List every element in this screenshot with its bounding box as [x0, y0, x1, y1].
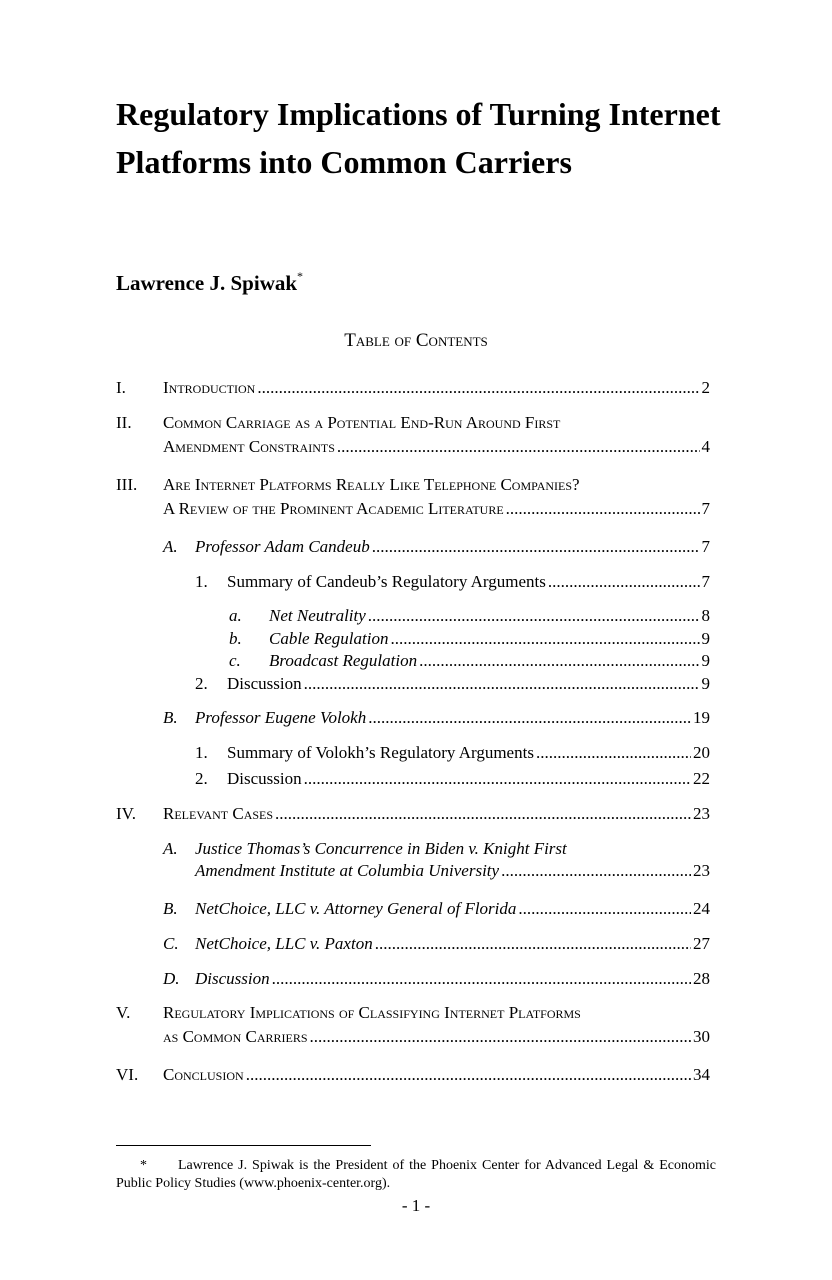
footnote-separator: [116, 1145, 371, 1146]
toc-leader: [390, 629, 699, 649]
toc-entry-internet-platforms[interactable]: [116, 475, 710, 519]
toc-number: VI.: [116, 1065, 139, 1084]
toc-entry-volokh-summary[interactable]: [195, 743, 710, 763]
toc-text: Introduction: [163, 378, 256, 397]
toc-text-line1: Are Internet Platforms Really Like Telephone Companies?: [163, 475, 580, 494]
toc-leader: [304, 674, 700, 694]
toc-leader: [275, 804, 691, 824]
toc-leader: [536, 743, 691, 763]
toc-number: 2.: [195, 769, 208, 788]
toc-entry-cable-regulation[interactable]: [229, 629, 710, 649]
toc-entry-netchoice-paxton[interactable]: [163, 934, 710, 954]
toc-entry-volokh[interactable]: [163, 708, 710, 728]
toc-entry-net-neutrality[interactable]: [229, 606, 710, 626]
toc-number: III.: [116, 475, 138, 494]
toc-text: NetChoice, LLC v. Attorney General of Florida: [195, 899, 517, 918]
toc-text: Conclusion: [163, 1065, 244, 1084]
toc-text: Summary of Volokh’s Regulatory Arguments: [227, 743, 534, 762]
toc-number: 1.: [195, 743, 208, 762]
toc-text: Cable Regulation: [269, 629, 389, 648]
toc-number: D.: [163, 969, 180, 988]
toc-leader: [368, 606, 700, 626]
toc-number: 2.: [195, 674, 208, 693]
toc-number: V.: [116, 1003, 131, 1022]
toc-text: Broadcast Regulation: [269, 651, 418, 670]
toc-leader: [518, 899, 691, 919]
toc-entry-relevant-cases[interactable]: [116, 804, 710, 824]
author-line: [116, 262, 303, 297]
toc-leader: [419, 651, 699, 671]
toc-page: 9: [701, 651, 710, 670]
toc-leader: [304, 769, 691, 789]
toc-page: 9: [701, 629, 710, 648]
toc-heading: Table of Contents: [344, 330, 488, 351]
toc-leader: [501, 861, 691, 881]
toc-page: 4: [701, 437, 710, 456]
toc-leader: [372, 537, 700, 557]
toc-text-line2: A Review of the Prominent Academic Literature: [163, 499, 504, 518]
toc-entry-regulatory-implications[interactable]: [116, 1003, 710, 1047]
toc-entry-candeub-summary[interactable]: [195, 572, 710, 592]
toc-page: 28: [693, 969, 710, 988]
toc-leader: [506, 499, 700, 519]
toc-text-line2: as Common Carriers: [163, 1027, 308, 1046]
footnote-marker: *: [140, 1158, 147, 1173]
toc-entry-common-carriage[interactable]: [116, 413, 710, 457]
toc-text: Professor Adam Candeub: [195, 537, 370, 556]
toc-leader: [548, 572, 700, 592]
toc-entry-broadcast-regulation[interactable]: [229, 651, 710, 671]
toc-leader: [337, 437, 700, 457]
paper-title: Regulatory Implications of Turning Internet Platforms into Common Carriers: [116, 96, 721, 180]
toc-number: C.: [163, 934, 179, 953]
toc-text-line1: Regulatory Implications of Classifying Internet Platforms: [163, 1003, 581, 1022]
toc-entry-volokh-discussion[interactable]: [195, 769, 710, 789]
toc-page: 23: [693, 861, 710, 880]
toc-text: Professor Eugene Volokh: [195, 708, 367, 727]
toc-page: 24: [693, 899, 710, 918]
toc-text: Summary of Candeub’s Regulatory Arguments: [227, 572, 546, 591]
toc-page: 9: [701, 674, 710, 693]
toc-text: Discussion: [195, 969, 270, 988]
toc-text: Relevant Cases: [163, 804, 274, 823]
toc-text: Net Neutrality: [269, 606, 366, 625]
toc-entry-netchoice-florida[interactable]: [163, 899, 710, 919]
toc-page: 19: [693, 708, 710, 727]
toc-leader: [272, 969, 691, 989]
toc-number: IV.: [116, 804, 136, 823]
toc-text-line1: Common Carriage as a Potential End-Run Around First: [163, 413, 561, 432]
toc-number: I.: [116, 378, 126, 397]
toc-entry-conclusion[interactable]: [116, 1065, 710, 1085]
toc-leader: [257, 378, 699, 398]
toc-page: 22: [693, 769, 710, 788]
toc-page: 27: [693, 934, 710, 953]
toc-page: 30: [693, 1027, 710, 1046]
toc-number: B.: [163, 708, 178, 727]
toc-number: 1.: [195, 572, 208, 591]
toc-text-line2: Amendment Institute at Columbia University: [195, 861, 500, 880]
toc-number: b.: [229, 629, 242, 648]
author-name: Lawrence J. Spiwak: [116, 271, 298, 295]
toc-entry-justice-thomas[interactable]: [163, 839, 710, 881]
toc-leader: [310, 1027, 691, 1047]
toc-number: c.: [229, 651, 241, 670]
toc-leader: [246, 1065, 691, 1085]
toc-leader: [375, 934, 691, 954]
toc-page: 7: [701, 572, 710, 591]
footnote-text: Lawrence J. Spiwak is the President of the Phoenix Center for Advanced Legal & Economic Public Policy Studies (www.phoenix-center.org).: [116, 1158, 716, 1191]
toc-number: A.: [163, 537, 178, 556]
toc-number: B.: [163, 899, 178, 918]
toc-entry-cases-discussion[interactable]: [163, 969, 710, 989]
toc-page: 7: [701, 537, 710, 556]
toc-page: 20: [693, 743, 710, 762]
toc-number: a.: [229, 606, 242, 625]
toc-entry-candeub[interactable]: [163, 537, 710, 557]
toc-leader: [368, 708, 691, 728]
toc-text-line1: Justice Thomas’s Concurrence in Biden v. Knight First: [195, 839, 567, 858]
toc-entry-introduction[interactable]: [116, 378, 710, 398]
page-number: - 1 -: [401, 1196, 431, 1215]
author-footnote-marker[interactable]: *: [297, 269, 304, 283]
toc-number: A.: [163, 839, 178, 858]
toc-text: Discussion: [227, 674, 302, 693]
toc-page: 34: [693, 1065, 710, 1084]
toc-page: 8: [701, 606, 710, 625]
toc-number: II.: [116, 413, 132, 432]
toc-page: 7: [701, 499, 710, 518]
toc-entry-candeub-discussion[interactable]: [195, 674, 710, 694]
toc-page: 23: [693, 804, 710, 823]
toc-text: Discussion: [227, 769, 302, 788]
footnote: [116, 1157, 716, 1193]
toc-page: 2: [701, 378, 710, 397]
toc-text: NetChoice, LLC v. Paxton: [195, 934, 373, 953]
toc-text-line2: Amendment Constraints: [163, 437, 335, 456]
